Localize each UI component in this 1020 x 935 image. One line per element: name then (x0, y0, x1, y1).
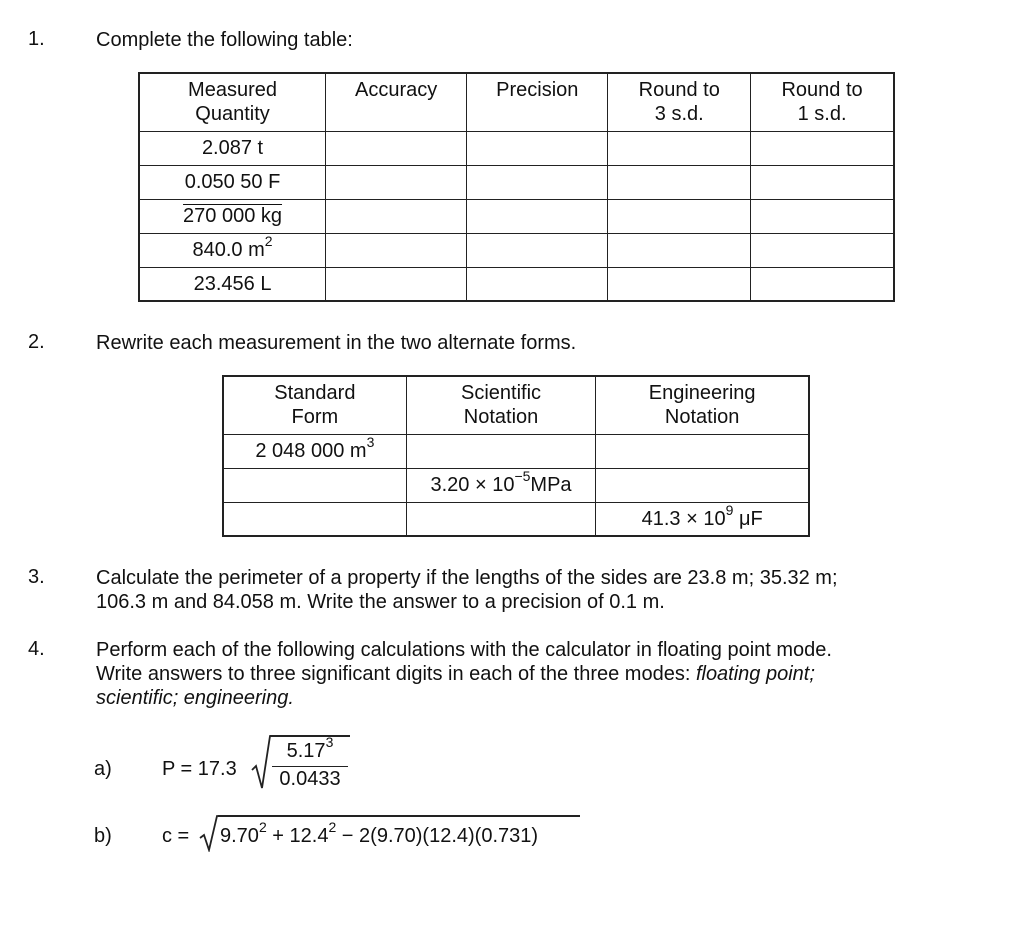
formula-b-lhs: c = (162, 825, 190, 847)
question-4-line2-plain: Write answers to three significant digits in each of the three modes: (96, 663, 696, 685)
part-a-label: a) (94, 758, 112, 780)
accuracy-cell[interactable] (326, 131, 467, 165)
question-4-line2-italic: floating point; (695, 663, 815, 685)
scientific-cell[interactable] (406, 434, 596, 468)
question-2-number: 2. (28, 331, 45, 353)
table-row (139, 165, 894, 199)
question-4-text (96, 638, 832, 710)
standard-form-value (223, 434, 406, 468)
round-1sd-cell[interactable] (751, 233, 894, 267)
header-round-3sd-line1: Round to (638, 79, 720, 102)
table-row (139, 131, 894, 165)
standard-cell[interactable] (223, 502, 406, 536)
formula-a-lhs: P = 17.3 (162, 758, 237, 780)
standard-form-exponent: 3 (366, 434, 375, 451)
square-root-icon (198, 812, 220, 852)
measured-value-text: 840.0 m (192, 239, 265, 261)
header-standard-line1: Standard (274, 382, 356, 405)
formula-a (162, 732, 362, 792)
accuracy-cell[interactable] (326, 267, 467, 301)
standard-form-text: 2 048 000 m (255, 440, 367, 462)
precision-cell[interactable] (467, 165, 608, 199)
measured-value (139, 199, 326, 233)
round-1sd-cell[interactable] (751, 267, 894, 301)
engineering-exponent: 9 (725, 502, 734, 519)
header-standard-form (223, 376, 406, 434)
precision-cell[interactable] (467, 131, 608, 165)
header-scientific-line1: Scientific (461, 382, 542, 405)
measured-value-exponent: 2 (264, 233, 273, 250)
round-3sd-cell[interactable] (608, 131, 751, 165)
header-accuracy: Accuracy (326, 73, 467, 131)
precision-cell[interactable] (467, 267, 608, 301)
header-engineering-notation (596, 376, 809, 434)
question-3-number: 3. (28, 566, 45, 588)
header-round-3sd (608, 73, 751, 131)
table-row (139, 233, 894, 267)
round-1sd-cell[interactable] (751, 199, 894, 233)
question-4-line2 (96, 662, 832, 686)
table-row (223, 468, 809, 502)
question-3-line2: 106.3 m and 84.058 m. Write the answer to a precision of 0.1 m. (96, 591, 665, 613)
measured-value (139, 233, 326, 267)
square-root-icon (250, 732, 272, 792)
header-precision: Precision (467, 73, 608, 131)
round-3sd-cell[interactable] (608, 267, 751, 301)
engineering-cell[interactable] (596, 468, 809, 502)
header-scientific-line2: Notation (463, 406, 539, 429)
fraction-bar (272, 766, 348, 767)
scientific-exponent: −5 (514, 468, 531, 485)
formula-a-num-exp: 3 (325, 734, 334, 751)
accuracy-cell[interactable] (326, 199, 467, 233)
round-1sd-cell[interactable] (751, 131, 894, 165)
engineering-base: 41.3 × 10 (641, 507, 726, 530)
formula-b-term1-exp: 2 (258, 819, 267, 836)
formula-b-term1-base: 9.70 (220, 825, 259, 847)
question-3-text (96, 566, 838, 614)
part-b-label: b) (94, 825, 112, 847)
formula-a-denominator: 0.0433 (279, 768, 341, 790)
round-3sd-cell[interactable] (608, 165, 751, 199)
formula-b (162, 812, 592, 852)
round-1sd-cell[interactable] (751, 165, 894, 199)
formula-b-rest: − 2(9.70)(12.4)(0.731) (336, 825, 539, 847)
question-1-prompt: Complete the following table: (96, 29, 353, 51)
table-row (223, 434, 809, 468)
question-2-prompt: Rewrite each measurement in the two alternate forms. (96, 332, 577, 354)
header-round-1sd-line1: Round to (781, 79, 863, 102)
header-round-1sd (751, 73, 894, 131)
table-row (139, 267, 894, 301)
accuracy-cell[interactable] (326, 165, 467, 199)
measured-value: 0.050 50 F (139, 165, 326, 199)
formula-a-num-base: 5.17 (286, 740, 326, 762)
scientific-cell[interactable] (406, 502, 596, 536)
header-scientific-notation (406, 376, 596, 434)
table-row (139, 199, 894, 233)
question-4-number: 4. (28, 638, 45, 660)
question-2-table (222, 375, 810, 537)
formula-b-term2-exp: 2 (328, 819, 337, 836)
header-measured-quantity (139, 73, 326, 131)
engineering-unit: μF (733, 507, 763, 530)
engineering-notation-value (596, 502, 809, 536)
precision-cell[interactable] (467, 199, 608, 233)
question-3-line1: Calculate the perimeter of a property if the lengths of the sides are 23.8 m; 35.32 m; (96, 567, 838, 589)
question-4-line3: scientific; engineering. (96, 687, 294, 709)
scientific-unit: MPa (530, 474, 572, 496)
engineering-cell[interactable] (596, 434, 809, 468)
header-engineering-line2: Notation (664, 406, 740, 429)
formula-a-numerator (270, 734, 350, 763)
standard-cell[interactable] (223, 468, 406, 502)
question-4-line1: Perform each of the following calculations with the calculator in floating point mode. (96, 639, 832, 661)
question-1-table (138, 72, 895, 302)
header-engineering-line1: Engineering (648, 382, 756, 405)
measured-value: 2.087 t (139, 131, 326, 165)
table-row (223, 502, 809, 536)
scientific-base: 3.20 × 10 (430, 474, 515, 496)
header-measured-label: Measured Quantity (188, 79, 277, 126)
round-3sd-cell[interactable] (608, 199, 751, 233)
header-round-3sd-line2: 3 s.d. (654, 103, 704, 126)
formula-b-radicand (220, 819, 539, 848)
precision-cell[interactable] (467, 233, 608, 267)
scientific-notation-value (406, 468, 596, 502)
header-round-1sd-line2: 1 s.d. (797, 103, 847, 126)
formula-b-term2-base: + 12.4 (266, 825, 329, 847)
question-1-number: 1. (28, 28, 45, 50)
measured-value-text: 270 000 kg (183, 205, 283, 227)
round-3sd-cell[interactable] (608, 233, 751, 267)
header-standard-line2: Form (291, 406, 339, 429)
accuracy-cell[interactable] (326, 233, 467, 267)
measured-value: 23.456 L (139, 267, 326, 301)
